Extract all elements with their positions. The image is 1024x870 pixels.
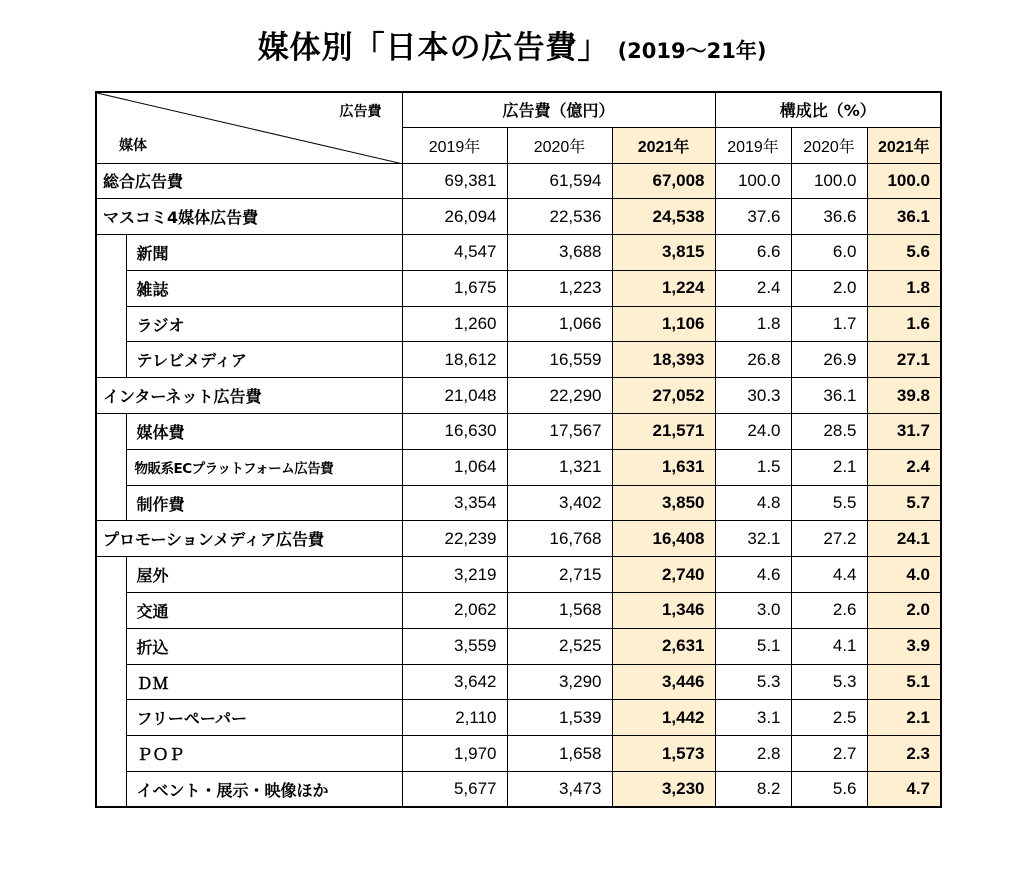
cell-share-2019: 3.0 bbox=[715, 593, 791, 629]
cell-share-2019: 37.6 bbox=[715, 199, 791, 235]
cell-amount-2020: 1,223 bbox=[507, 270, 612, 306]
row-indent-spacer bbox=[96, 700, 126, 736]
row-label-category: プロモーションメディア広告費 bbox=[96, 521, 402, 557]
cell-amount-2020: 3,290 bbox=[507, 664, 612, 700]
table-row bbox=[96, 557, 941, 593]
row-indent-spacer bbox=[96, 306, 126, 342]
cell-amount-2021: 1,573 bbox=[612, 736, 715, 772]
cell-amount-2019: 22,239 bbox=[402, 521, 507, 557]
table-row bbox=[96, 414, 941, 450]
cell-amount-2019: 3,559 bbox=[402, 628, 507, 664]
cell-share-2020: 6.0 bbox=[791, 235, 867, 271]
row-indent-spacer bbox=[96, 485, 126, 521]
row-indent-spacer bbox=[96, 270, 126, 306]
cell-share-2020: 2.5 bbox=[791, 700, 867, 736]
cell-amount-2021: 67,008 bbox=[612, 163, 715, 199]
table-row bbox=[96, 772, 941, 808]
cell-share-2020: 5.6 bbox=[791, 772, 867, 808]
cell-share-2021: 2.1 bbox=[867, 700, 941, 736]
cell-amount-2021: 1,346 bbox=[612, 593, 715, 629]
cell-amount-2021: 3,815 bbox=[612, 235, 715, 271]
row-label-category: インターネット広告費 bbox=[96, 378, 402, 414]
cell-amount-2021: 3,446 bbox=[612, 664, 715, 700]
cell-amount-2020: 16,559 bbox=[507, 342, 612, 378]
cell-amount-2021: 1,631 bbox=[612, 449, 715, 485]
cell-share-2020: 36.1 bbox=[791, 378, 867, 414]
cell-amount-2021: 3,230 bbox=[612, 772, 715, 808]
cell-amount-2019: 26,094 bbox=[402, 199, 507, 235]
cell-amount-2019: 4,547 bbox=[402, 235, 507, 271]
cell-share-2019: 4.6 bbox=[715, 557, 791, 593]
cell-share-2021: 27.1 bbox=[867, 342, 941, 378]
table-row bbox=[96, 593, 941, 629]
cell-share-2020: 4.4 bbox=[791, 557, 867, 593]
cell-share-2021: 2.0 bbox=[867, 593, 941, 629]
cell-share-2020: 2.7 bbox=[791, 736, 867, 772]
row-label-category: 総合広告費 bbox=[96, 163, 402, 199]
cell-amount-2019: 2,110 bbox=[402, 700, 507, 736]
row-label-subcategory: 折込 bbox=[126, 628, 402, 664]
cell-share-2020: 4.1 bbox=[791, 628, 867, 664]
row-indent-spacer bbox=[96, 772, 126, 808]
row-label-subcategory: 交通 bbox=[126, 593, 402, 629]
cell-share-2019: 1.8 bbox=[715, 306, 791, 342]
cell-amount-2021: 27,052 bbox=[612, 378, 715, 414]
cell-share-2020: 100.0 bbox=[791, 163, 867, 199]
cell-share-2021: 4.7 bbox=[867, 772, 941, 808]
corner-label-adspend: 広告費 bbox=[339, 104, 382, 120]
cell-amount-2019: 69,381 bbox=[402, 163, 507, 199]
cell-amount-2021: 1,442 bbox=[612, 700, 715, 736]
row-label-subcategory: 雑誌 bbox=[126, 270, 402, 306]
row-label-subcategory: 媒体費 bbox=[126, 414, 402, 450]
header-group-amount: 広告費（億円） bbox=[402, 92, 715, 127]
row-label-category: マスコミ4媒体広告費 bbox=[96, 199, 402, 235]
cell-share-2021: 5.7 bbox=[867, 485, 941, 521]
header-year-share-2021: 2021年 bbox=[867, 127, 941, 163]
cell-share-2019: 3.1 bbox=[715, 700, 791, 736]
cell-amount-2019: 1,260 bbox=[402, 306, 507, 342]
row-indent-spacer bbox=[96, 593, 126, 629]
row-indent-spacer bbox=[96, 557, 126, 593]
cell-share-2019: 30.3 bbox=[715, 378, 791, 414]
cell-amount-2020: 1,321 bbox=[507, 449, 612, 485]
row-indent-spacer bbox=[96, 736, 126, 772]
table-row bbox=[96, 664, 941, 700]
cell-share-2021: 100.0 bbox=[867, 163, 941, 199]
cell-share-2021: 1.8 bbox=[867, 270, 941, 306]
row-indent-spacer bbox=[96, 235, 126, 271]
cell-share-2020: 2.0 bbox=[791, 270, 867, 306]
cell-amount-2021: 16,408 bbox=[612, 521, 715, 557]
cell-share-2019: 2.8 bbox=[715, 736, 791, 772]
cell-amount-2020: 17,567 bbox=[507, 414, 612, 450]
header-year-share-2019: 2019年 bbox=[715, 127, 791, 163]
cell-amount-2021: 3,850 bbox=[612, 485, 715, 521]
cell-amount-2019: 2,062 bbox=[402, 593, 507, 629]
table-row bbox=[96, 736, 941, 772]
cell-share-2019: 26.8 bbox=[715, 342, 791, 378]
cell-amount-2020: 1,066 bbox=[507, 306, 612, 342]
row-label-subcategory: 物販系ECプラットフォーム広告費 bbox=[126, 449, 402, 485]
cell-amount-2021: 2,631 bbox=[612, 628, 715, 664]
title-main: 媒体別「日本の広告費」 bbox=[257, 30, 610, 66]
cell-amount-2020: 2,715 bbox=[507, 557, 612, 593]
cell-share-2019: 8.2 bbox=[715, 772, 791, 808]
table-row bbox=[96, 306, 941, 342]
table-row bbox=[96, 163, 941, 199]
table-row bbox=[96, 521, 941, 557]
cell-share-2020: 28.5 bbox=[791, 414, 867, 450]
cell-share-2019: 4.8 bbox=[715, 485, 791, 521]
header-corner-cell bbox=[96, 92, 402, 163]
cell-share-2021: 1.6 bbox=[867, 306, 941, 342]
page-title bbox=[0, 22, 1024, 67]
cell-share-2021: 4.0 bbox=[867, 557, 941, 593]
cell-amount-2019: 1,064 bbox=[402, 449, 507, 485]
cell-amount-2021: 24,538 bbox=[612, 199, 715, 235]
header-year-share-2020: 2020年 bbox=[791, 127, 867, 163]
cell-amount-2020: 1,568 bbox=[507, 593, 612, 629]
cell-amount-2019: 3,354 bbox=[402, 485, 507, 521]
cell-share-2019: 32.1 bbox=[715, 521, 791, 557]
cell-share-2021: 24.1 bbox=[867, 521, 941, 557]
corner-label-media: 媒体 bbox=[119, 137, 147, 154]
row-label-subcategory: 制作費 bbox=[126, 485, 402, 521]
cell-amount-2019: 18,612 bbox=[402, 342, 507, 378]
cell-amount-2020: 22,290 bbox=[507, 378, 612, 414]
cell-share-2021: 2.3 bbox=[867, 736, 941, 772]
cell-share-2019: 100.0 bbox=[715, 163, 791, 199]
cell-share-2021: 36.1 bbox=[867, 199, 941, 235]
table-row bbox=[96, 270, 941, 306]
cell-share-2019: 24.0 bbox=[715, 414, 791, 450]
cell-amount-2019: 1,675 bbox=[402, 270, 507, 306]
cell-share-2019: 5.1 bbox=[715, 628, 791, 664]
cell-amount-2020: 16,768 bbox=[507, 521, 612, 557]
cell-share-2021: 31.7 bbox=[867, 414, 941, 450]
row-indent-spacer bbox=[96, 664, 126, 700]
row-label-subcategory: フリーペーパー bbox=[126, 700, 402, 736]
cell-amount-2021: 18,393 bbox=[612, 342, 715, 378]
cell-amount-2020: 3,402 bbox=[507, 485, 612, 521]
cell-share-2020: 5.5 bbox=[791, 485, 867, 521]
cell-amount-2020: 3,688 bbox=[507, 235, 612, 271]
row-indent-spacer bbox=[96, 414, 126, 450]
row-indent-spacer bbox=[96, 449, 126, 485]
cell-share-2020: 1.7 bbox=[791, 306, 867, 342]
cell-amount-2020: 1,658 bbox=[507, 736, 612, 772]
cell-amount-2021: 21,571 bbox=[612, 414, 715, 450]
cell-share-2019: 6.6 bbox=[715, 235, 791, 271]
table-row bbox=[96, 449, 941, 485]
cell-share-2021: 3.9 bbox=[867, 628, 941, 664]
cell-amount-2020: 1,539 bbox=[507, 700, 612, 736]
header-year-amount-2020: 2020年 bbox=[507, 127, 612, 163]
ad-spend-table bbox=[95, 91, 942, 808]
cell-share-2020: 26.9 bbox=[791, 342, 867, 378]
cell-amount-2019: 3,219 bbox=[402, 557, 507, 593]
table-row bbox=[96, 199, 941, 235]
row-label-subcategory: ＤＭ bbox=[126, 664, 402, 700]
row-label-subcategory: テレビメディア bbox=[126, 342, 402, 378]
header-year-amount-2019: 2019年 bbox=[402, 127, 507, 163]
cell-share-2021: 39.8 bbox=[867, 378, 941, 414]
table-row bbox=[96, 700, 941, 736]
table-row bbox=[96, 485, 941, 521]
cell-amount-2021: 2,740 bbox=[612, 557, 715, 593]
cell-amount-2019: 16,630 bbox=[402, 414, 507, 450]
table-row bbox=[96, 342, 941, 378]
cell-share-2021: 2.4 bbox=[867, 449, 941, 485]
cell-share-2020: 5.3 bbox=[791, 664, 867, 700]
row-label-subcategory: ラジオ bbox=[126, 306, 402, 342]
row-indent-spacer bbox=[96, 628, 126, 664]
row-label-subcategory: 屋外 bbox=[126, 557, 402, 593]
header-row-groups bbox=[96, 92, 941, 127]
header-group-share: 構成比（%） bbox=[715, 92, 941, 127]
cell-amount-2021: 1,106 bbox=[612, 306, 715, 342]
row-label-subcategory: イベント・展示・映像ほか bbox=[126, 772, 402, 808]
cell-amount-2020: 2,525 bbox=[507, 628, 612, 664]
header-year-amount-2021: 2021年 bbox=[612, 127, 715, 163]
row-label-subcategory: 新聞 bbox=[126, 235, 402, 271]
cell-share-2020: 36.6 bbox=[791, 199, 867, 235]
cell-amount-2019: 21,048 bbox=[402, 378, 507, 414]
cell-amount-2020: 61,594 bbox=[507, 163, 612, 199]
cell-amount-2020: 22,536 bbox=[507, 199, 612, 235]
cell-share-2019: 5.3 bbox=[715, 664, 791, 700]
cell-share-2021: 5.1 bbox=[867, 664, 941, 700]
table-row bbox=[96, 628, 941, 664]
cell-amount-2019: 1,970 bbox=[402, 736, 507, 772]
table-row bbox=[96, 235, 941, 271]
cell-amount-2021: 1,224 bbox=[612, 270, 715, 306]
cell-share-2021: 5.6 bbox=[867, 235, 941, 271]
cell-amount-2019: 3,642 bbox=[402, 664, 507, 700]
cell-share-2019: 2.4 bbox=[715, 270, 791, 306]
row-indent-spacer bbox=[96, 342, 126, 378]
cell-share-2020: 2.6 bbox=[791, 593, 867, 629]
cell-share-2020: 2.1 bbox=[791, 449, 867, 485]
cell-amount-2020: 3,473 bbox=[507, 772, 612, 808]
cell-share-2020: 27.2 bbox=[791, 521, 867, 557]
cell-amount-2019: 5,677 bbox=[402, 772, 507, 808]
cell-share-2019: 1.5 bbox=[715, 449, 791, 485]
title-subtitle: (2019〜21年) bbox=[617, 39, 767, 63]
row-label-subcategory: ＰＯＰ bbox=[126, 736, 402, 772]
table-row bbox=[96, 378, 941, 414]
